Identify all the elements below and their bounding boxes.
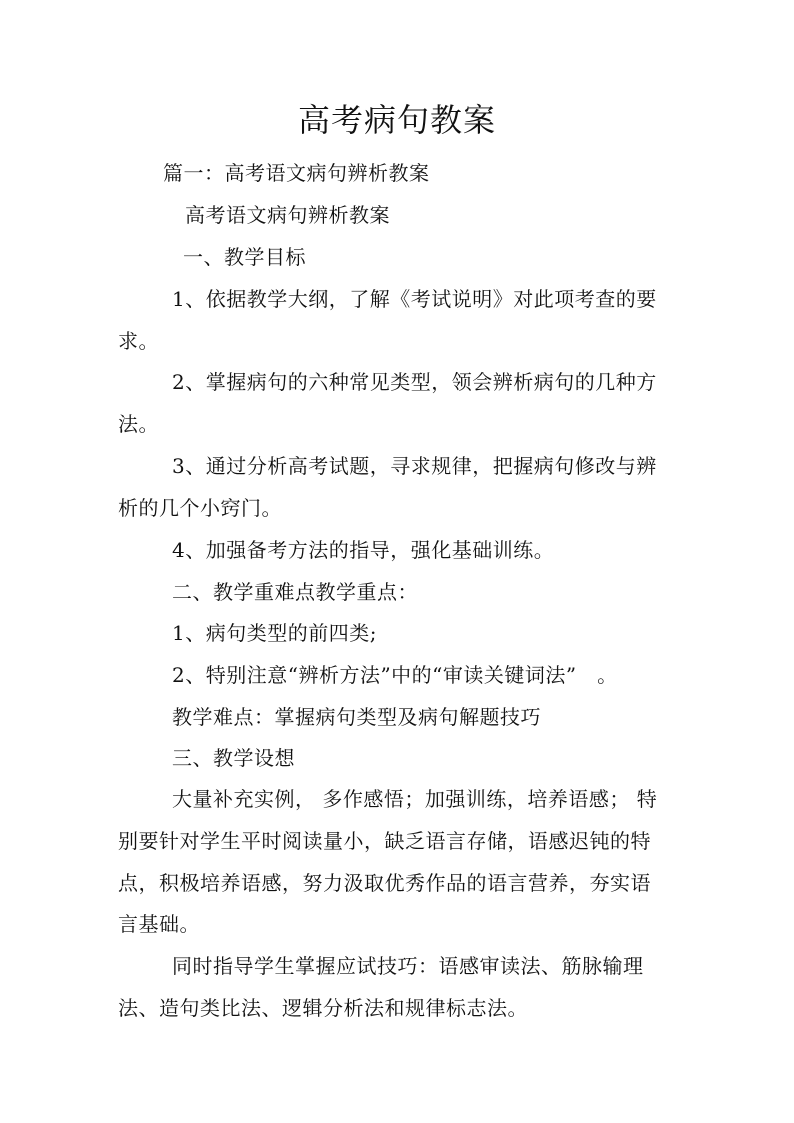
paragraph-line: 4、加强备考方法的指导，强化基础训练。 (172, 538, 555, 562)
paragraph-line: 1、依据教学大纲，了解《考试说明》对此项考查的要 (172, 287, 657, 311)
paragraph-line: 3、通过分析高考试题，寻求规律，把握病句修改与辨 (172, 454, 657, 478)
paragraph-line: 法、造句类比法、逻辑分析法和规律标志法。 (118, 996, 528, 1020)
paragraph-line: 2、特别注意“辨析方法”中的“审读关键词法” 。 (172, 663, 618, 687)
paragraph-line: 2、掌握病句的六种常见类型，领会辨析病句的几种方 (172, 370, 657, 394)
paragraph-line: 1、病句类型的前四类; (172, 621, 377, 645)
paragraph-line: 别要针对学生平时阅读量小，缺乏语言存储，语感迟钝的特 (118, 829, 651, 853)
paragraph-line: 析的几个小窍门。 (118, 496, 282, 520)
paragraph-line: 同时指导学生掌握应试技巧：语感审读法、筋脉输理 (172, 954, 644, 978)
subtitle: 高考语文病句辨析教案 (185, 203, 390, 227)
heading-objectives: 一、教学目标 (183, 245, 306, 269)
paragraph-line: 教学难点：掌握病句类型及病句解题技巧 (172, 705, 541, 729)
heading-design: 三、教学设想 (172, 746, 295, 770)
paragraph-line: 大量补充实例， 多作感悟；加强训练，培养语感； 特 (172, 787, 658, 811)
paragraph-line: 言基础。 (118, 912, 200, 936)
section-heading: 篇一：高考语文病句辨析教案 (163, 161, 430, 185)
paragraph-line: 法。 (118, 412, 159, 436)
paragraph-line: 求。 (118, 329, 159, 353)
heading-key-points: 二、教学重难点教学重点： (172, 580, 418, 604)
document-title: 高考病句教案 (297, 101, 496, 139)
paragraph-line: 点，积极培养语感，努力汲取优秀作品的语言营养，夯实语 (118, 871, 651, 895)
